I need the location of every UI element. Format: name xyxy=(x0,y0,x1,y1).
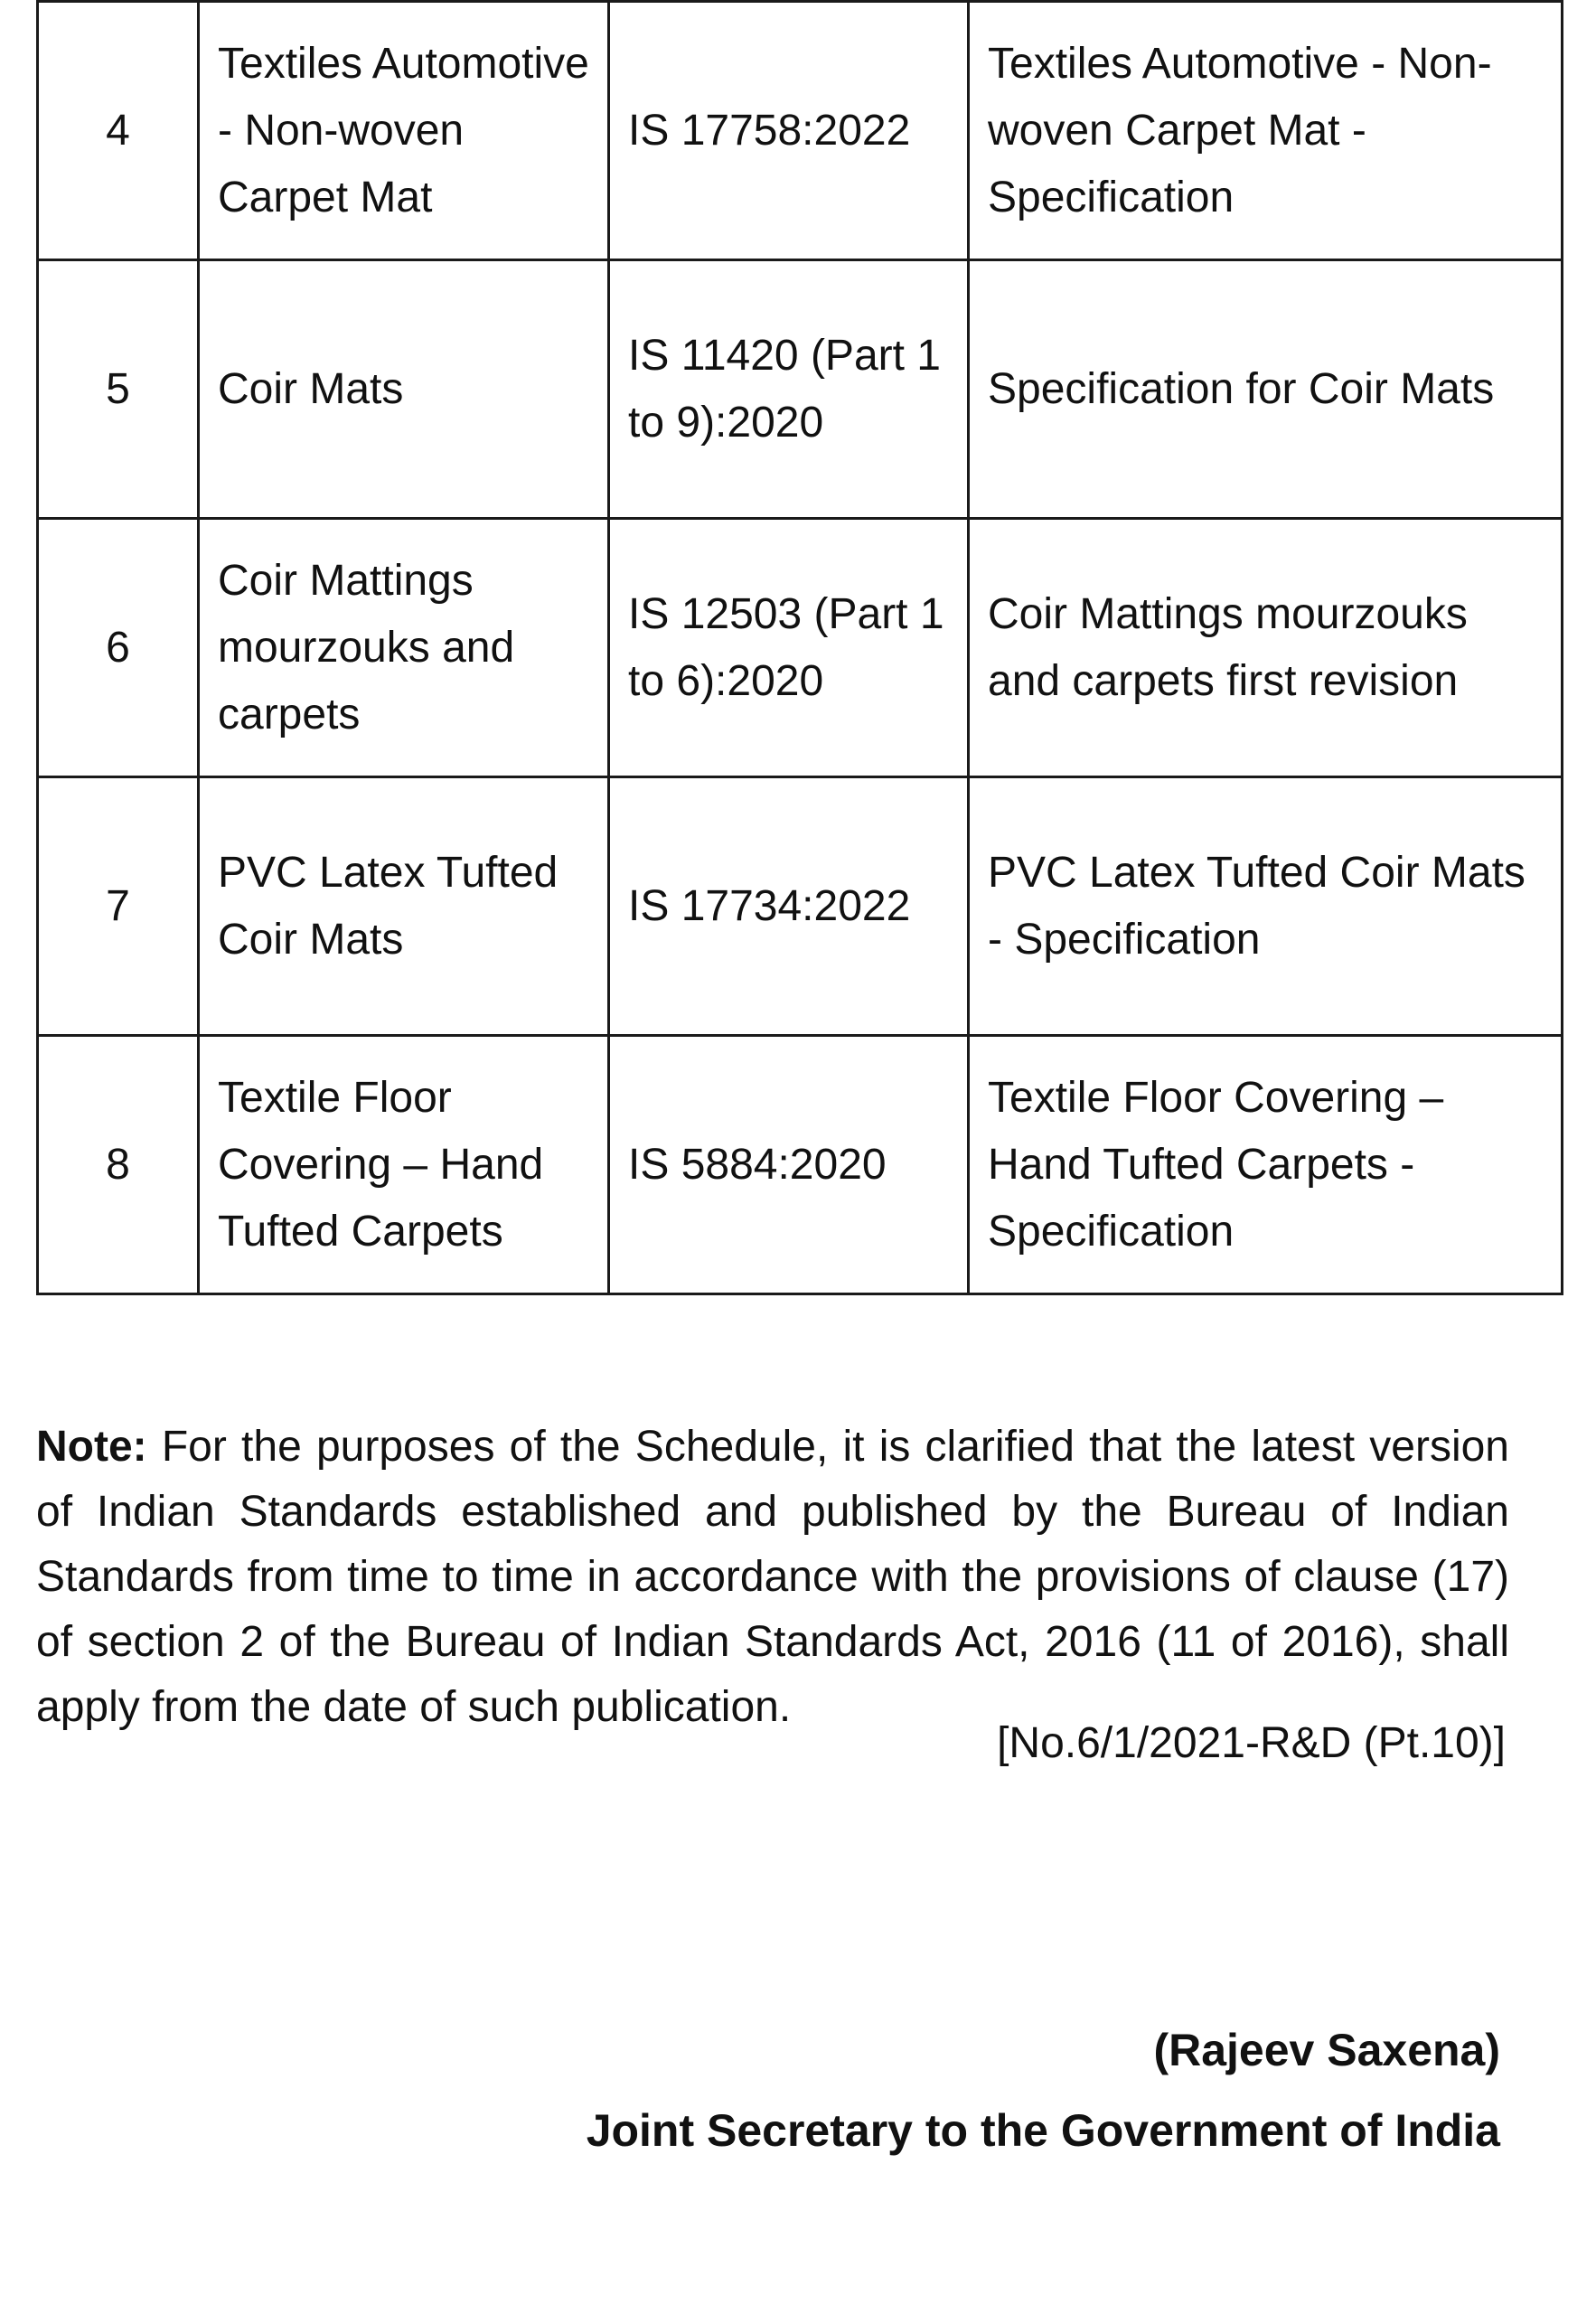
product-cell: Textiles Automotive - Non-woven Carpet Mat xyxy=(199,2,609,260)
schedule-note xyxy=(36,1415,1509,1740)
table-row xyxy=(38,260,1563,519)
serial-number-cell: 6 xyxy=(38,519,199,777)
standard-title-cell: Specification for Coir Mats xyxy=(969,260,1563,519)
standard-title-cell: Textile Floor Covering – Hand Tufted Carpets - Specification xyxy=(969,1036,1563,1294)
table-row xyxy=(38,2,1563,260)
indian-standard-cell: IS 12503 (Part 1 to 6):2020 xyxy=(609,519,969,777)
indian-standard-cell: IS 17758:2022 xyxy=(609,2,969,260)
standard-title-cell: Textiles Automotive - Non-woven Carpet Mat - Specification xyxy=(969,2,1563,260)
indian-standard-cell: IS 17734:2022 xyxy=(609,777,969,1036)
note-label: Note: xyxy=(36,1423,147,1471)
product-cell: Coir Mattings mourzouks and carpets xyxy=(199,519,609,777)
file-reference-number: [No.6/1/2021-R&D (Pt.10)] xyxy=(997,1719,1506,1767)
standard-title-cell: Coir Mattings mourzouks and carpets first revision xyxy=(969,519,1563,777)
table-row xyxy=(38,777,1563,1036)
standards-schedule-table xyxy=(36,0,1563,1295)
table-row xyxy=(38,1036,1563,1294)
serial-number-cell: 4 xyxy=(38,2,199,260)
product-cell: PVC Latex Tufted Coir Mats xyxy=(199,777,609,1036)
indian-standard-cell: IS 11420 (Part 1 to 9):2020 xyxy=(609,260,969,519)
product-cell: Coir Mats xyxy=(199,260,609,519)
serial-number-cell: 5 xyxy=(38,260,199,519)
standard-title-cell: PVC Latex Tufted Coir Mats - Specification xyxy=(969,777,1563,1036)
note-text: For the purposes of the Schedule, it is clarified that the latest version of Indian Standards established and published by the Bureau of Indian Standards from time to time in accordance with the provisions of clause (17) of section 2 of the Bureau of Indian Standards Act, 2016 (11 of 2016), shall apply from the date of such publication. xyxy=(36,1423,1509,1731)
signatory-designation: Joint Secretary to the Government of India xyxy=(586,2105,1500,2156)
serial-number-cell: 7 xyxy=(38,777,199,1036)
signatory-name: (Rajeev Saxena) xyxy=(1153,2025,1500,2075)
serial-number-cell: 8 xyxy=(38,1036,199,1294)
indian-standard-cell: IS 5884:2020 xyxy=(609,1036,969,1294)
product-cell: Textile Floor Covering – Hand Tufted Carpets xyxy=(199,1036,609,1294)
table-row xyxy=(38,519,1563,777)
